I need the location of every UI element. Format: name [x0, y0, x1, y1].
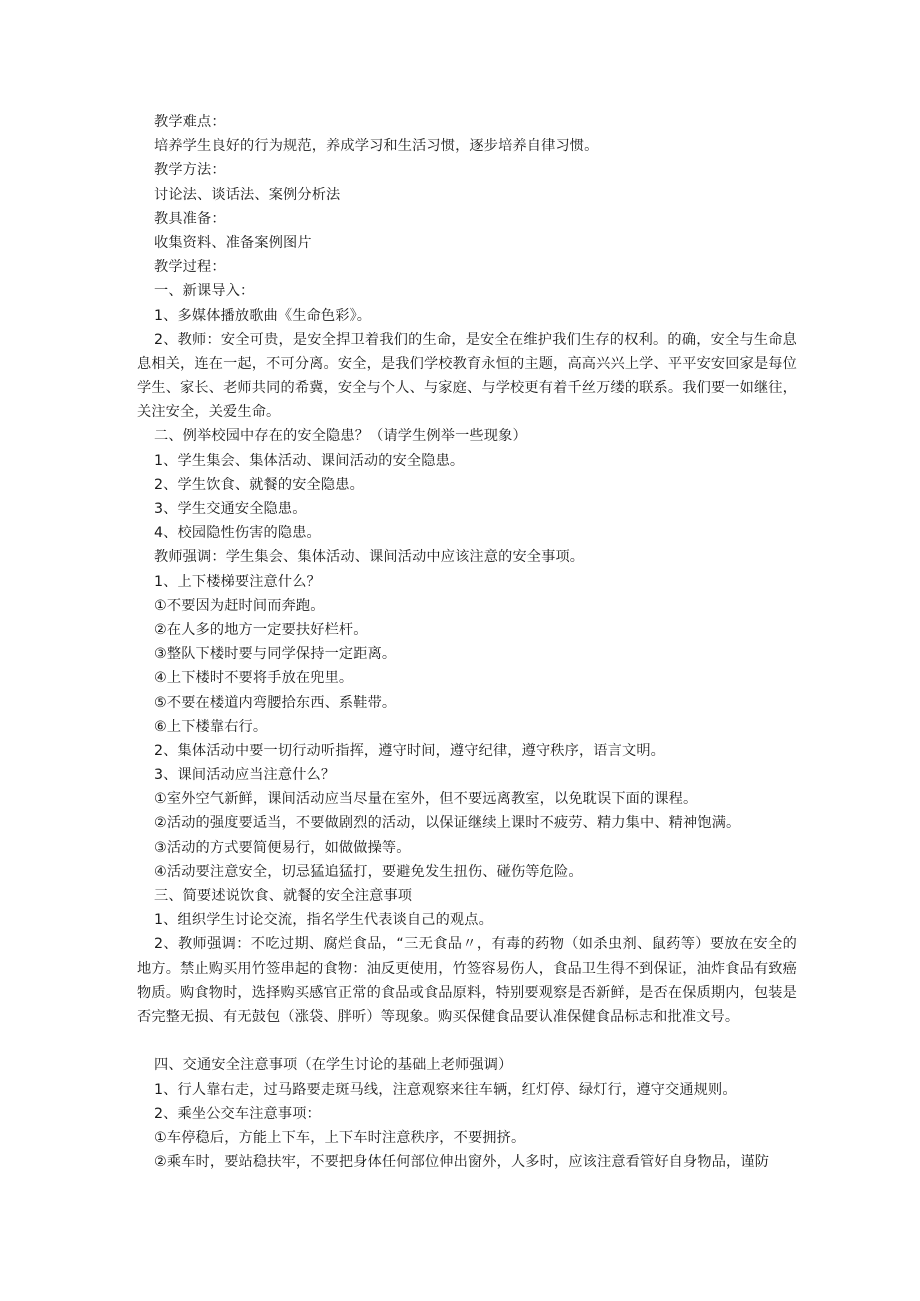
heading-teaching-aids: 教具准备： — [154, 210, 226, 227]
paragraph: 教师强调：学生集会、集体活动、课间活动中应该注意的安全事项。 — [154, 549, 585, 566]
list-item: 2、集体活动中要一切行动听指挥，遵守时间，遵守纪律，遵守秩序，语言文明。 — [154, 742, 665, 759]
section-heading-1: 一、新课导入： — [154, 283, 255, 300]
paragraph-food-safety: 2、教师强调：不吃过期、腐烂食品，“三无食品〃，有毒的药物（如杀虫剂、鼠药等）要放在安全的地方。禁止购买用竹签串起的食物：油反更使用，竹签容易伤人，食品卫生得不到保证，油炸食品有致癌物质。购食物时，选择购买感官正常的食品或食品原料，特别要观察是否新鲜，是否在保质期内，包装是否完整无损、有无鼓包（涨袋、胖听）等现象。购买保健食品要认准保健食品标志和批准文号。 — [137, 936, 797, 1026]
section-heading-3: 三、简要述说饮食、就餐的安全注意事项 — [154, 888, 413, 905]
list-item: 1、行人靠右走，过马路要走斑马线，注意观察来往车辆，红灯停、绿灯行，遵守交通规则。 — [154, 1081, 737, 1098]
list-item: 3、学生交通安全隐患。 — [154, 501, 307, 518]
list-item: ①不要因为赶时间而奔跑。 — [154, 597, 325, 614]
list-item: 3、课间活动应当注意什么？ — [154, 767, 336, 784]
paragraph: 讨论法、谈话法、案例分析法 — [154, 186, 341, 203]
list-item: ⑤不要在楼道内弯腰拾东西、系鞋带。 — [154, 694, 397, 711]
paragraph: 收集资料、准备案例图片 — [154, 234, 312, 251]
paragraph: 培养学生良好的行为规范，养成学习和生活习惯，逐步培养自律习惯。 — [154, 138, 599, 155]
section-heading-2: 二、例举校园中存在的安全隐患？（请学生例举一些现象） — [154, 428, 527, 445]
list-item: ⑥上下楼靠右行。 — [154, 718, 268, 735]
heading-teaching-method: 教学方法： — [154, 162, 226, 179]
paragraph-safety-intro: 2、教师：安全可贵，是安全捍卫着我们的生命，是安全在维护我们生存的权利。的确，安全与生命息息相关，连在一起，不可分离。安全，是我们学校教育永恒的主题，高高兴兴上学、平平安安回家是每位学生、家长、老师共同的希冀，安全与个人、与家庭、与学校更有着千丝万缕的联系。我们要一如继往，关注安全，关爱生命。 — [137, 331, 797, 421]
document-body — [137, 110, 797, 1174]
list-item: ③整队下楼时要与同学保持一定距离。 — [154, 646, 397, 663]
list-item: ②活动的强度要适当，不要做剧烈的活动，以保证继续上课时不疲劳、精力集中、精神饱满。 — [154, 815, 741, 832]
list-item: 1、组织学生讨论交流，指名学生代表谈自己的观点。 — [154, 912, 493, 929]
list-item: ④上下楼时不要将手放在兜里。 — [154, 670, 354, 687]
list-item: ④活动要注意安全，切忌猛追猛打，要避免发生扭伤、碰伤等危险。 — [154, 863, 583, 880]
section-heading-4: 四、交通安全注意事项（在学生讨论的基础上老师强调） — [154, 1057, 513, 1074]
list-item: 4、校园隐性伤害的隐患。 — [154, 525, 321, 542]
list-item: ②乘车时，要站稳扶牢，不要把身体任何部位伸出窗外，人多时，应该注意看管好自身物品，谨防 — [154, 1154, 770, 1171]
list-item: 1、上下楼梯要注意什么？ — [154, 573, 321, 590]
list-item: 1、多媒体播放歌曲《生命色彩》。 — [154, 307, 372, 324]
list-item: 2、学生饮食、就餐的安全隐患。 — [154, 476, 364, 493]
list-item: 1、学生集会、集体活动、课间活动的安全隐患。 — [154, 452, 465, 469]
list-item: ①室外空气新鲜，课间活动应当尽量在室外，但不要远离教室，以免耽误下面的课程。 — [154, 791, 698, 808]
heading-teaching-difficulty: 教学难点： — [154, 114, 226, 130]
list-item: 2、乘坐公交车注意事项： — [154, 1105, 321, 1122]
heading-teaching-process: 教学过程： — [154, 259, 226, 276]
list-item: ①车停稳后，方能上下车，上下车时注意秩序，不要拥挤。 — [154, 1129, 526, 1146]
list-item: ③活动的方式要简便易行，如做做操等。 — [154, 839, 411, 856]
list-item: ②在人多的地方一定要扶好栏杆。 — [154, 621, 368, 638]
